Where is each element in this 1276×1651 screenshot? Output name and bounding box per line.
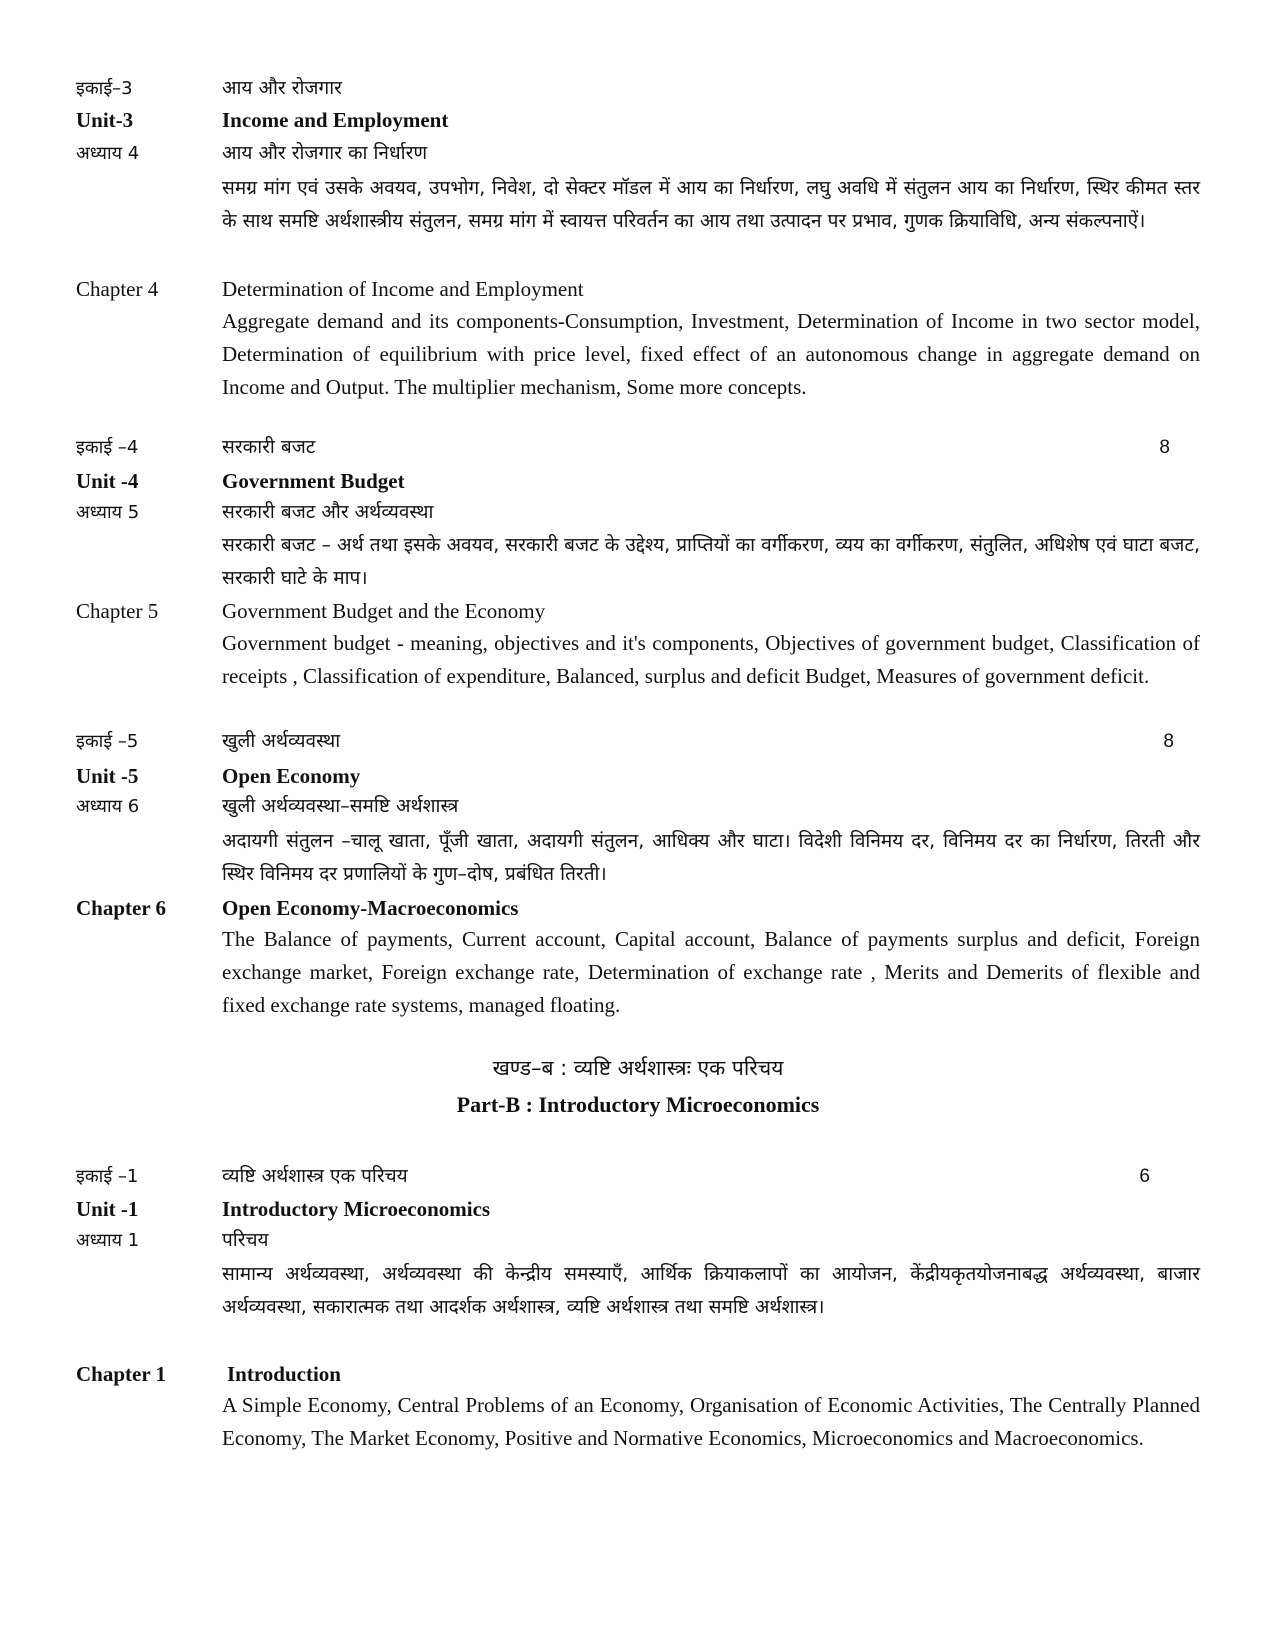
unit-label: Unit -5 bbox=[76, 764, 139, 788]
unit-hindi-label: इकाई–3 bbox=[76, 78, 133, 99]
unit-title: Open Economy bbox=[222, 764, 361, 788]
chapter-hindi-title: आय और रोजगार का निर्धारण bbox=[222, 142, 428, 164]
unit3-hindi-body: समग्र मांग एवं उसके अवयव, उपभोग, निवेश, दो सेक्टर मॉडल में आय का निर्धारण, लघु अवधि में संतुलन आय का निर्धारण, स्थिर कीमत स्तर के साथ समष्टि अर्थशास्त्रीय संतुलन, समग्र मांग में स्वायत्त परिवर्तन का आय तथा उत्पादन पर प्रभाव, गुणक क्रियाविधि, अन्य संकल्पनाऐं। bbox=[222, 177, 1200, 232]
unit5-english-body: The Balance of payments, Current account, Capital account, Balance of payments surplus and deficit, Foreign exchange market, Foreign exchange rate, Determination of exchange rate , Merits and Demerits of flexible and fixed exchange rate systems, managed floating. bbox=[222, 927, 1200, 1017]
chapter-hindi-title: सरकारी बजट और अर्थव्यवस्था bbox=[222, 501, 434, 523]
unit-hindi-label: इकाई –1 bbox=[76, 1166, 139, 1187]
unit4-english-body: Government budget - meaning, objectives and it's components, Objectives of government budget, Classification of receipts , Classification of expenditure, Balanced, surplus and deficit Budget, Measures of government deficit. bbox=[222, 631, 1200, 688]
unitB1-hindi-body: सामान्य अर्थव्यवस्था, अर्थव्यवस्था की केन्द्रीय समस्याएँ, आर्थिक क्रियाकलापों का आयोजन, केंद्रीयकृतयोजनाबद्ध अर्थव्यवस्था, बाजार अर्थव्यवस्था, सकारात्मक तथा आदर्शक अर्थशास्त्र, व्यष्टि अर्थशास्त्र तथा समष्टि अर्थशास्त्र। bbox=[222, 1263, 1200, 1318]
chapter-label: Chapter 4 bbox=[76, 277, 159, 301]
unit-hindi-label: इकाई –5 bbox=[76, 731, 139, 752]
chapter-hindi-label: अध्याय 6 bbox=[76, 796, 140, 817]
chapter-title: Government Budget and the Economy bbox=[222, 599, 546, 623]
chapter-hindi-title: परिचय bbox=[222, 1229, 269, 1251]
unit-hindi-title: खुली अर्थव्यवस्था bbox=[222, 730, 341, 752]
chapter-title: Introduction bbox=[227, 1362, 341, 1386]
unitB1-english-body: A Simple Economy, Central Problems of an Economy, Organisation of Economic Activities, The Centrally Planned Economy, The Market Economy, Positive and Normative Economics, Microeconomics and Macroeconomics. bbox=[222, 1393, 1200, 1450]
part-b-hindi-heading: खण्ड–ब : व्यष्टि अर्थशास्त्रः एक परिचय bbox=[492, 1056, 784, 1080]
unit-label: Unit-3 bbox=[76, 108, 134, 132]
unit-hindi-label: इकाई –4 bbox=[76, 437, 139, 458]
unit-hindi-title: आय और रोजगार bbox=[222, 77, 342, 99]
unit-hindi-title: सरकारी बजट bbox=[222, 436, 316, 458]
unit-title: Income and Employment bbox=[222, 108, 449, 132]
unit5-hindi-body: अदायगी संतुलन –चालू खाता, पूँजी खाता, अदायगी संतुलन, आधिक्य और घाटा। विदेशी विनिमय दर, विनिमय दर का निर्धारण, तिरती और स्थिर विनिमय दर प्रणालियों के गुण–दोष, प्रबंधित तिरती। bbox=[222, 830, 1200, 885]
unit-marks: 6 bbox=[1139, 1166, 1150, 1187]
unit-title: Introductory Microeconomics bbox=[222, 1197, 491, 1221]
unit4-hindi-body: सरकारी बजट – अर्थ तथा इसके अवयव, सरकारी बजट के उद्देश्य, प्राप्तियों का वर्गीकरण, व्यय का वर्गीकरण, संतुलित, अधिशेष एवं घाटा बजट, सरकारी घाटे के माप। bbox=[222, 534, 1200, 589]
unit-hindi-title: व्यष्टि अर्थशास्त्र एक परिचय bbox=[222, 1165, 408, 1187]
unit3-english-body: Aggregate demand and its components-Consumption, Investment, Determination of Income in two sector model, Determination of equilibrium with price level, fixed effect of an autonomous change in aggregate demand on Income and Output. The multiplier mechanism, Some more concepts. bbox=[222, 309, 1200, 399]
unit-title: Government Budget bbox=[222, 469, 405, 493]
unit-label: Unit -4 bbox=[76, 469, 139, 493]
unit-marks: 8 bbox=[1163, 731, 1174, 752]
chapter-label: Chapter 5 bbox=[76, 599, 159, 623]
chapter-title: Determination of Income and Employment bbox=[222, 277, 584, 301]
chapter-hindi-title: खुली अर्थव्यवस्था–समष्टि अर्थशास्त्र bbox=[222, 795, 459, 817]
chapter-label: Chapter 6 bbox=[76, 896, 167, 920]
part-b-english-heading: Part-B : Introductory Microeconomics bbox=[456, 1092, 820, 1117]
chapter-label: Chapter 1 bbox=[76, 1362, 167, 1386]
unit-marks: 8 bbox=[1159, 437, 1170, 458]
unit-label: Unit -1 bbox=[76, 1197, 139, 1221]
chapter-hindi-label: अध्याय 4 bbox=[76, 143, 140, 164]
chapter-hindi-label: अध्याय 5 bbox=[76, 502, 140, 523]
chapter-title: Open Economy-Macroeconomics bbox=[222, 896, 519, 920]
chapter-hindi-label: अध्याय 1 bbox=[76, 1230, 140, 1251]
